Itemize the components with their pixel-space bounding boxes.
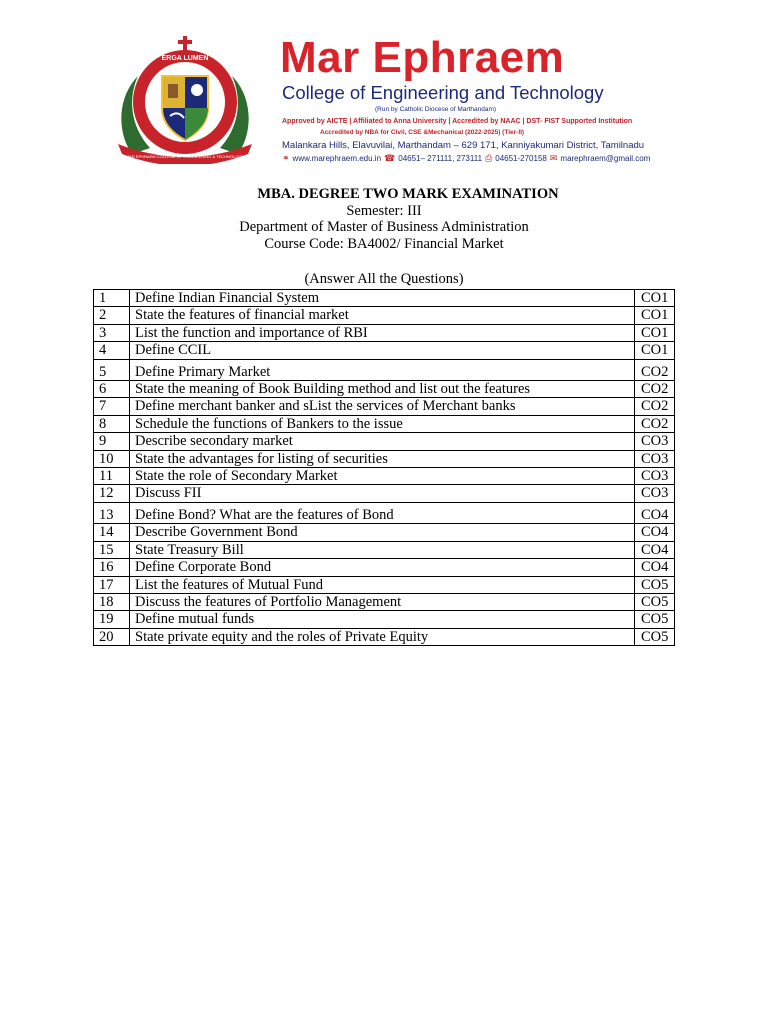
question-number: 16 <box>94 559 130 576</box>
college-emblem-logo <box>110 36 260 164</box>
question-text: Describe secondary market <box>130 433 635 450</box>
question-text: State the meaning of Book Building method and list out the features <box>130 381 635 398</box>
question-co: CO3 <box>635 468 675 485</box>
department-label: Department of Master of Business Administration <box>239 219 529 235</box>
question-text: Schedule the functions of Bankers to the issue <box>130 415 635 432</box>
question-co: CO3 <box>635 433 675 450</box>
question-row <box>94 559 675 576</box>
letterhead <box>100 32 680 168</box>
question-number: 14 <box>94 524 130 541</box>
approved-line: Approved by AICTE | Affiliated to Anna University | Accredited by NAAC | DST- FIST Supported Institution <box>282 118 633 125</box>
question-number: 17 <box>94 576 130 593</box>
question-number: 11 <box>94 468 130 485</box>
semester-label: Semester: III <box>346 202 422 219</box>
question-text: Define Primary Market <box>130 359 635 380</box>
question-text: Define Indian Financial System <box>130 290 635 307</box>
question-co: CO3 <box>635 450 675 467</box>
question-row <box>94 359 675 380</box>
question-row <box>94 307 675 324</box>
question-number: 10 <box>94 450 130 467</box>
question-number: 4 <box>94 342 130 359</box>
question-row <box>94 381 675 398</box>
question-co: CO4 <box>635 541 675 558</box>
question-co: CO2 <box>635 398 675 415</box>
question-co: CO1 <box>635 307 675 324</box>
question-co: CO4 <box>635 524 675 541</box>
question-text: Define Bond? What are the features of Bond <box>130 502 635 523</box>
question-co: CO2 <box>635 381 675 398</box>
question-text: List the features of Mutual Fund <box>130 576 635 593</box>
phone-icon: ☎ <box>384 153 396 163</box>
question-number: 18 <box>94 593 130 610</box>
college-name: Mar Ephraem <box>280 33 565 82</box>
question-co: CO1 <box>635 290 675 307</box>
question-row <box>94 398 675 415</box>
question-co: CO4 <box>635 559 675 576</box>
question-row <box>94 450 675 467</box>
college-subtitle: College of Engineering and Technology <box>282 82 604 103</box>
fax-text: 04651-270158 <box>495 153 547 163</box>
fax-icon: ⎙ <box>485 153 493 163</box>
question-text: Define CCIL <box>130 342 635 359</box>
question-number: 8 <box>94 415 130 432</box>
question-number: 12 <box>94 485 130 502</box>
question-number: 6 <box>94 381 130 398</box>
question-co: CO1 <box>635 324 675 341</box>
question-row <box>94 502 675 523</box>
question-row <box>94 342 675 359</box>
question-row <box>94 415 675 432</box>
question-co: CO5 <box>635 611 675 628</box>
question-row <box>94 485 675 502</box>
question-text: State Treasury Bill <box>130 541 635 558</box>
globe-icon: ⚭ <box>282 153 290 163</box>
question-row <box>94 324 675 341</box>
question-row <box>94 541 675 558</box>
question-co: CO5 <box>635 628 675 645</box>
questions-body <box>94 290 675 646</box>
website-text: www.marephraem.edu.in <box>292 153 382 163</box>
question-number: 3 <box>94 324 130 341</box>
question-co: CO5 <box>635 593 675 610</box>
question-row <box>94 593 675 610</box>
exam-title: MBA. DEGREE TWO MARK EXAMINATION <box>257 186 559 202</box>
emblem-motto: ERGA LUMEN <box>161 55 209 62</box>
question-number: 20 <box>94 628 130 645</box>
question-co: CO2 <box>635 359 675 380</box>
email-text: marephraem@gmail.com <box>560 153 651 163</box>
exam-header <box>0 186 768 252</box>
question-text: List the function and importance of RBI <box>130 324 635 341</box>
question-text: Define Corporate Bond <box>130 559 635 576</box>
question-number: 13 <box>94 502 130 523</box>
question-text: State the features of financial market <box>130 307 635 324</box>
question-number: 15 <box>94 541 130 558</box>
question-text: Discuss the features of Portfolio Management <box>130 593 635 610</box>
question-co: CO1 <box>635 342 675 359</box>
question-row <box>94 628 675 645</box>
questions-table <box>93 289 675 646</box>
emblem-ring-text: MAR EPHRAEM COLLEGE OF ENGINEERING & TECHNOLOGY <box>125 154 245 159</box>
question-row <box>94 290 675 307</box>
question-row <box>94 576 675 593</box>
question-row <box>94 433 675 450</box>
mail-icon: ✉ <box>549 153 558 163</box>
question-number: 1 <box>94 290 130 307</box>
question-number: 2 <box>94 307 130 324</box>
question-co: CO4 <box>635 502 675 523</box>
question-number: 9 <box>94 433 130 450</box>
run-by-line: (Run by Catholic Diocese of Marthandam) <box>375 106 497 113</box>
question-row <box>94 468 675 485</box>
question-number: 7 <box>94 398 130 415</box>
address-line: Malankara Hills, Elavuvilai, Marthandam – 629 171, Kanniyakumari District, Tamilnadu <box>282 140 645 151</box>
phone-text: 04651– 271111, 273111 <box>398 153 483 163</box>
question-co: CO5 <box>635 576 675 593</box>
question-number: 5 <box>94 359 130 380</box>
accredited-line: Accredited by NBA for Civil, CSE &Mechanical (2022-2025) (Tier-II) <box>320 129 525 136</box>
question-text: Discuss FII <box>130 485 635 502</box>
question-text: Define merchant banker and sList the services of Merchant banks <box>130 398 635 415</box>
instructions: (Answer All the Questions) <box>304 271 464 287</box>
question-row <box>94 524 675 541</box>
question-text: State private equity and the roles of Private Equity <box>130 628 635 645</box>
question-co: CO3 <box>635 485 675 502</box>
question-row <box>94 611 675 628</box>
question-text: State the role of Secondary Market <box>130 468 635 485</box>
question-text: Define mutual funds <box>130 611 635 628</box>
question-co: CO2 <box>635 415 675 432</box>
question-text: Describe Government Bond <box>130 524 635 541</box>
course-label: Course Code: BA4002/ Financial Market <box>264 235 504 252</box>
question-number: 19 <box>94 611 130 628</box>
contact-line <box>282 154 650 163</box>
question-text: State the advantages for listing of securities <box>130 450 635 467</box>
